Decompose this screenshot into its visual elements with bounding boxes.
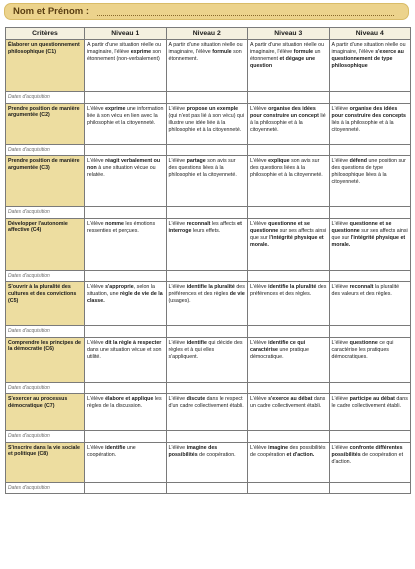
- dates-row: [6, 482, 411, 494]
- criterion-row: [6, 218, 411, 270]
- criterion-row: [6, 282, 411, 326]
- level-descriptor: A partir d'une situation réelle ou imaginaire, l'élève formule son étonnement.: [166, 40, 248, 92]
- criterion-row: [6, 40, 411, 92]
- level-descriptor: L'élève discute dans le respect d'un cadre collectivement établi.: [166, 394, 248, 431]
- level-descriptor: L'élève élabore et applique les règles de la discussion.: [85, 394, 167, 431]
- criterion-cell: S'exercer au processus démocratique (C7): [6, 394, 85, 431]
- criterion-cell: S'ouvrir à la pluralité des cultures et des convictions (C5): [6, 282, 85, 326]
- date-entry-box[interactable]: [329, 207, 411, 219]
- dates-row: [6, 382, 411, 394]
- name-field[interactable]: [4, 3, 409, 20]
- date-entry-box[interactable]: [85, 92, 167, 104]
- dates-label: Dates d'acquisition: [6, 270, 85, 282]
- level-descriptor: L'élève partage son avis sur des questions liées à la philosophie et la citoyenneté.: [166, 156, 248, 207]
- date-entry-box[interactable]: [248, 270, 330, 282]
- name-label: Nom et Prénom :: [13, 6, 90, 17]
- level-descriptor: L'élève imagine des possibilités de coopération.: [166, 442, 248, 482]
- dates-label: Dates d'acquisition: [6, 482, 85, 494]
- criterion-row: [6, 103, 411, 144]
- date-entry-box[interactable]: [248, 431, 330, 443]
- date-entry-box[interactable]: [248, 326, 330, 338]
- dates-row: [6, 144, 411, 156]
- level-descriptor: L'élève défend une position sur des questions de type philosophique liées à la citoyenneté.: [329, 156, 411, 207]
- date-entry-box[interactable]: [166, 431, 248, 443]
- dates-label: Dates d'acquisition: [6, 92, 85, 104]
- date-entry-box[interactable]: [329, 92, 411, 104]
- date-entry-box[interactable]: [166, 482, 248, 494]
- date-entry-box[interactable]: [329, 431, 411, 443]
- date-entry-box[interactable]: [329, 144, 411, 156]
- dates-label: Dates d'acquisition: [6, 207, 85, 219]
- criterion-row: [6, 394, 411, 431]
- date-entry-box[interactable]: [166, 270, 248, 282]
- criterion-cell: Élaborer un questionnement philosophique (C1): [6, 40, 85, 92]
- criterion-cell: Développer l'autonomie affective (C4): [6, 218, 85, 270]
- dates-row: [6, 326, 411, 338]
- level-descriptor: A partir d'une situation réelle ou imaginaire, l'élève s'exerce au questionnement de type philosophique: [329, 40, 411, 92]
- date-entry-box[interactable]: [329, 482, 411, 494]
- date-entry-box[interactable]: [248, 482, 330, 494]
- date-entry-box[interactable]: [85, 431, 167, 443]
- level-descriptor: L'élève reconnaît la pluralité des valeurs et des règles.: [329, 282, 411, 326]
- date-entry-box[interactable]: [85, 270, 167, 282]
- date-entry-box[interactable]: [329, 326, 411, 338]
- date-entry-box[interactable]: [248, 92, 330, 104]
- dates-label: Dates d'acquisition: [6, 431, 85, 443]
- date-entry-box[interactable]: [248, 382, 330, 394]
- level-descriptor: L'élève réagit verbalement ou non à une situation vécue ou relatée.: [85, 156, 167, 207]
- level-descriptor: L'élève nomme les émotions ressenties et perçues.: [85, 218, 167, 270]
- date-entry-box[interactable]: [248, 207, 330, 219]
- dates-row: [6, 92, 411, 104]
- column-header: Critères: [6, 28, 85, 40]
- date-entry-box[interactable]: [85, 326, 167, 338]
- level-descriptor: L'élève explique son avis sur des questions liées à la philosophie et à la citoyenneté.: [248, 156, 330, 207]
- criterion-row: [6, 442, 411, 482]
- criterion-row: [6, 337, 411, 382]
- level-descriptor: L'élève reconnaît les affects et interroge leurs effets.: [166, 218, 248, 270]
- level-descriptor: L'élève confronte différentes possibilités de coopération et d'action.: [329, 442, 411, 482]
- column-header: Niveau 3: [248, 28, 330, 40]
- level-descriptor: L'élève identifie qui décide des règles et à qui elles s'appliquent.: [166, 337, 248, 382]
- criterion-cell: Prendre position de manière argumentée (C2): [6, 103, 85, 144]
- column-header: Niveau 1: [85, 28, 167, 40]
- date-entry-box[interactable]: [85, 382, 167, 394]
- date-entry-box[interactable]: [166, 382, 248, 394]
- dates-label: Dates d'acquisition: [6, 382, 85, 394]
- date-entry-box[interactable]: [329, 382, 411, 394]
- date-entry-box[interactable]: [329, 270, 411, 282]
- criterion-cell: S'inscrire dans la vie sociale et politique (C8): [6, 442, 85, 482]
- criterion-cell: Prendre position de manière argumentée (C3): [6, 156, 85, 207]
- level-descriptor: L'élève organise des idées pour construire un concept lié à la philosophie et à la citoyenneté.: [248, 103, 330, 144]
- name-underline: [97, 15, 394, 16]
- level-descriptor: L'élève dit la règle à respecter dans une situation vécue et son utilité.: [85, 337, 167, 382]
- criterion-cell: Comprendre les principes de la démocratie (C6): [6, 337, 85, 382]
- dates-label: Dates d'acquisition: [6, 144, 85, 156]
- level-descriptor: L'élève propose un exemple (qui n'est pas lié à son vécu) qui illustre une idée liée à la philosophie et à la citoyenneté.: [166, 103, 248, 144]
- column-header: Niveau 2: [166, 28, 248, 40]
- date-entry-box[interactable]: [85, 144, 167, 156]
- level-descriptor: L'élève questionne ce qui caractérise les pratiques démocratiques.: [329, 337, 411, 382]
- date-entry-box[interactable]: [166, 207, 248, 219]
- competency-table: [5, 27, 411, 494]
- level-descriptor: L'élève identifie ce qui caractérise une pratique démocratique.: [248, 337, 330, 382]
- level-descriptor: L'élève exprime une information liée à son vécu en lien avec la philosophie et la citoyenneté.: [85, 103, 167, 144]
- date-entry-box[interactable]: [85, 482, 167, 494]
- level-descriptor: L'élève s'approprie, selon la situation, une règle de vie de la classe.: [85, 282, 167, 326]
- date-entry-box[interactable]: [166, 144, 248, 156]
- dates-row: [6, 207, 411, 219]
- date-entry-box[interactable]: [248, 144, 330, 156]
- date-entry-box[interactable]: [166, 326, 248, 338]
- criterion-row: [6, 156, 411, 207]
- date-entry-box[interactable]: [85, 207, 167, 219]
- header-row: [6, 28, 411, 40]
- level-descriptor: A partir d'une situation réelle ou imaginaire, l'élève exprime son étonnement (non-verbalement): [85, 40, 167, 92]
- date-entry-box[interactable]: [166, 92, 248, 104]
- level-descriptor: L'élève s'exerce au débat dans un cadre collectivement établi.: [248, 394, 330, 431]
- level-descriptor: A partir d'une situation réelle ou imaginaire, l'élève formule un étonnement et dégage une question: [248, 40, 330, 92]
- level-descriptor: L'élève identifie la pluralité des préférences et des règles.: [248, 282, 330, 326]
- dates-row: [6, 431, 411, 443]
- column-header: Niveau 4: [329, 28, 411, 40]
- level-descriptor: L'élève identifie la pluralité des préférences et des règles de vie (usages).: [166, 282, 248, 326]
- level-descriptor: L'élève questionne et se questionne sur ses affects ainsi que sur l'intégrité physique et morale.: [248, 218, 330, 270]
- level-descriptor: L'élève organise des idées pour construire des concepts liés à la philosophie et à la citoyenneté.: [329, 103, 411, 144]
- dates-label: Dates d'acquisition: [6, 326, 85, 338]
- dates-row: [6, 270, 411, 282]
- level-descriptor: L'élève identifie une coopération.: [85, 442, 167, 482]
- level-descriptor: L'élève questionne et se questionne sur ses affects ainsi que sur l'intégrité physique et morale.: [329, 218, 411, 270]
- level-descriptor: L'élève imagine des possibilités de coopération et d'action.: [248, 442, 330, 482]
- level-descriptor: L'élève participe au débat dans le cadre collectivement établi.: [329, 394, 411, 431]
